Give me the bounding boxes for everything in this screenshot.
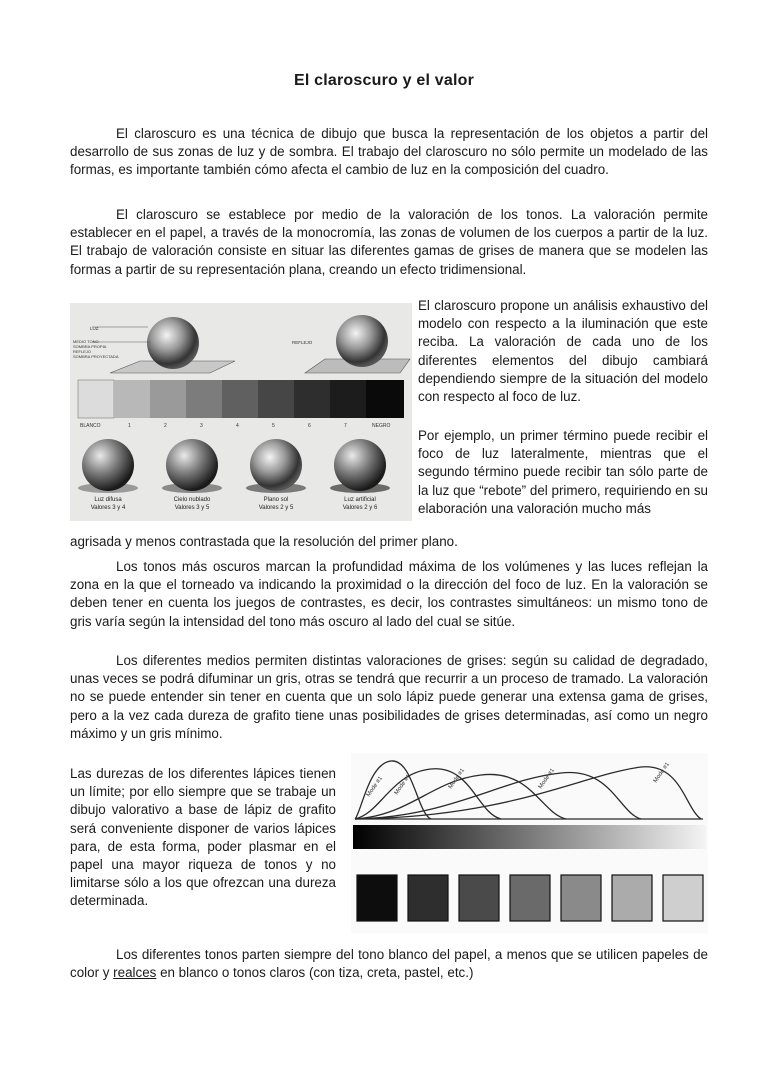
paragraph-8 xyxy=(70,946,708,982)
paragraph-4-continued-text: agrisada y menos contrastada que la resolución del primer plano. xyxy=(70,534,458,549)
label-sombra-propia: SOMBRA PROPIA xyxy=(73,344,107,349)
paragraph-3-text: El claroscuro propone un análisis exhaustivo del modelo con respecto a la iluminación que este reciba. La valoración de cada uno de los diferentes elementos del dibujo cambiará dependiendo siempre de la situación del modelo con respecto al foco de luz. xyxy=(418,298,708,405)
paragraph-1-text: El claroscuro es una técnica de dibujo que busca la representación de los objetos a partir del desarrollo de sus zonas de luz y de sombra. El trabajo del claroscuro no sólo permite un modelado de las formas, es importante también cómo afecta el cambio de luz en la composición del cuadro. xyxy=(70,126,708,178)
tone-swatch xyxy=(408,875,448,921)
sphere-2-values: Valores 3 y 5 xyxy=(174,505,210,511)
sphere-3-values: Valores 2 y 5 xyxy=(258,505,294,511)
scale-1: 1 xyxy=(128,423,131,429)
tone-swatch xyxy=(663,875,703,921)
tone-swatch xyxy=(612,875,652,921)
paragraph-4-text: Por ejemplo, un primer término puede recibir el foco de luz lateralmente, mientras que el segundo término puede recibir tan sólo parte de la luz que “rebote” del primero, requiriendo en su elaboración una valoración mucho más xyxy=(418,428,708,516)
scale-blanco: BLANCO xyxy=(80,423,101,429)
scale-6: 6 xyxy=(308,423,311,429)
paragraph-5-text: Los tonos más oscuros marcan la profundidad máxima de los volúmenes y las luces reflejan la zona en la que el torneado va indicando la proximidad o la dirección del foco de luz. En la valoración se deben tener en cuenta los juegos de contrastes, es decir, los contrastes simultáneos: un mismo tono de gris varía según la intensidad del tono más oscuro al lado del cual se sitúe. xyxy=(70,559,708,629)
paragraph-8-text-start: Los diferentes tonos parten siempre del tono blanco del papel, a menos que se utilicen papeles de color y xyxy=(70,947,708,981)
graphite-tones-figure xyxy=(351,753,708,933)
label-medio-tono: MEDIO TONO xyxy=(73,339,99,344)
paragraph-5 xyxy=(70,558,708,631)
paragraph-6-text: Los diferentes medios permiten distintas valoraciones de grises: según su calidad de degradado, unas veces se podrá difuminar un gris, otras se tendrá que recurrir a un proceso de tramado. La valoración no se puede entender sin tener en cuenta que un solo lápiz puede generar una extensa gama de grises, pero a la vez cada dureza de grafito tiene unas posibilidades de grises determinadas, así como un negro máximo y un gris mínimo. xyxy=(70,653,708,741)
curve-label-3: Mode #1 xyxy=(447,767,467,791)
sphere-1-name: Luz difusa xyxy=(94,497,122,503)
label-luz: LUZ xyxy=(90,326,99,331)
sphere-3-name: Plano sol xyxy=(263,497,289,503)
paragraph-1 xyxy=(70,125,708,180)
paragraph-3 xyxy=(418,297,708,406)
sphere-4-name: Luz artificial xyxy=(344,497,376,503)
spheres-value-illustration xyxy=(70,303,412,521)
paragraph-4 xyxy=(418,427,708,518)
curve-label-1: Mode #1 xyxy=(365,775,385,799)
tone-swatch xyxy=(561,875,601,921)
scale-4: 4 xyxy=(236,423,239,429)
paragraph-2 xyxy=(70,206,708,279)
curve-label-5: Mode #1 xyxy=(652,761,672,785)
tone-swatches xyxy=(357,875,703,921)
label-reflejo: REFLEJO xyxy=(73,349,92,354)
tone-swatch xyxy=(459,875,499,921)
spheres-value-figure xyxy=(70,303,412,521)
paragraph-7 xyxy=(70,765,336,911)
tone-swatch xyxy=(510,875,550,921)
scale-negro: NEGRO xyxy=(372,423,391,429)
paragraph-6 xyxy=(70,652,708,743)
page-title: El claroscuro y el valor xyxy=(294,72,474,89)
sphere-2-name: Cielo nublado xyxy=(173,497,211,503)
paragraph-2-text: El claroscuro se establece por medio de la valoración de los tonos. La valoración permite establecer en el papel, a través de la monocromía, las zonas de volumen de los cuerpos a partir de la luz. El trabajo de valoración consiste en situar las diferentes gamas de grises de manera que se modelen las formas a partir de su representación plana, creando un efecto tridimensional. xyxy=(70,207,708,277)
curve-label-4: Mode #1 xyxy=(537,767,557,791)
scale-3: 3 xyxy=(200,423,203,429)
paragraph-4-continued xyxy=(70,533,708,551)
scale-2: 2 xyxy=(164,423,167,429)
realces-link[interactable]: realces xyxy=(113,965,157,981)
scale-7: 7 xyxy=(344,423,347,429)
sphere-1-values: Valores 3 y 4 xyxy=(90,505,126,511)
sphere-4-values: Valores 2 y 6 xyxy=(342,505,378,511)
label-reflejo-right: REFLEJO xyxy=(292,340,313,345)
scale-5: 5 xyxy=(272,423,275,429)
label-sombra-proyectada: SOMBRA PROYECTADA xyxy=(73,354,119,359)
curve-label-2: Mode #1 xyxy=(393,773,413,797)
paragraph-7-text: Las durezas de los diferentes lápices tienen un límite; por ello siempre que se trabaje un dibujo valorativo a base de lápiz de grafito será conveniente disponer de varios lápices para, de esta forma, poder plasmar en el papel una mayor riqueza de tonos y no limitarse sólo a los que ofrezcan una dureza determinada. xyxy=(70,766,336,909)
tone-swatch xyxy=(357,875,397,921)
paragraph-8-text-end: en blanco o tonos claros (con tiza, creta, pastel, etc.) xyxy=(156,965,474,981)
graphite-tones-illustration xyxy=(351,753,708,933)
